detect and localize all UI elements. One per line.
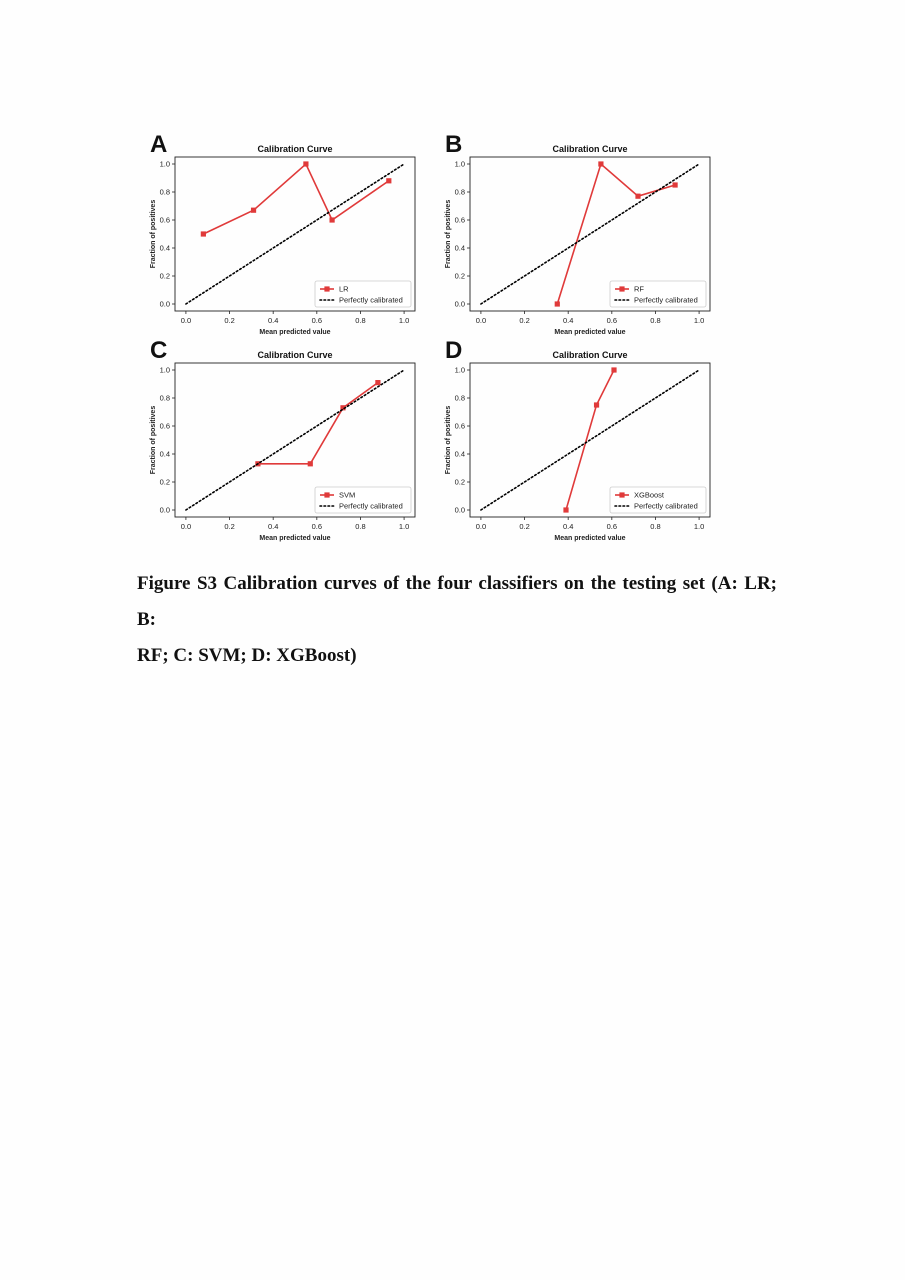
y-tick-label: 0.4 [159, 243, 170, 253]
y-tick-label: 0.4 [454, 449, 465, 459]
legend [610, 281, 706, 307]
data-point-marker [329, 217, 334, 222]
legend-marker [324, 492, 329, 497]
y-tick-label: 1.0 [159, 365, 170, 375]
legend-marker [619, 492, 624, 497]
legend-label: RF [634, 284, 644, 294]
data-point-marker [594, 402, 599, 407]
x-tick-label: 0.2 [224, 316, 235, 325]
y-tick-label: 0.0 [159, 299, 170, 309]
caption-line-2: RF; C: SVM; D: XGBoost) [137, 645, 357, 666]
y-axis-label: Fraction of positives [150, 199, 157, 269]
data-point-marker [386, 178, 391, 183]
y-tick-label: 0.6 [159, 421, 170, 431]
legend-label: Perfectly calibrated [339, 295, 403, 305]
legend [610, 487, 706, 513]
y-tick-label: 0.8 [159, 187, 170, 197]
y-tick-label: 0.4 [159, 449, 170, 459]
legend-marker [324, 286, 329, 291]
data-point-marker [303, 161, 308, 166]
legend-label: SVM [339, 490, 356, 500]
x-axis-label: Mean predicted value [554, 329, 626, 336]
x-axis-label: Mean predicted value [259, 535, 331, 542]
x-tick-label: 0.8 [355, 522, 366, 531]
x-axis-label: Mean predicted value [554, 535, 626, 542]
y-tick-label: 0.0 [159, 505, 170, 515]
x-tick-label: 0.6 [311, 316, 323, 325]
panel-a [150, 131, 415, 336]
y-tick-label: 0.6 [454, 421, 465, 431]
x-tick-label: 0.0 [180, 522, 192, 531]
x-tick-label: 0.4 [562, 522, 574, 531]
data-point-marker [563, 507, 568, 512]
y-axis-label: Fraction of positives [150, 405, 157, 475]
chart-title: Calibration Curve [552, 144, 628, 154]
legend [315, 281, 411, 307]
x-tick-label: 0.0 [475, 316, 487, 325]
x-tick-label: 1.0 [398, 316, 410, 325]
data-point-marker [598, 161, 603, 166]
x-tick-label: 0.6 [311, 522, 323, 531]
x-tick-label: 0.4 [267, 316, 279, 325]
x-tick-label: 1.0 [398, 522, 410, 531]
legend-label: Perfectly calibrated [634, 295, 698, 305]
y-tick-label: 0.8 [454, 393, 465, 403]
x-tick-label: 0.2 [519, 522, 530, 531]
x-tick-label: 0.2 [519, 316, 530, 325]
panel-letter: A [150, 131, 168, 158]
y-tick-label: 1.0 [454, 159, 465, 169]
x-tick-label: 0.4 [562, 316, 574, 325]
legend [315, 487, 411, 513]
legend-label: LR [339, 284, 349, 294]
data-point-marker [672, 182, 677, 187]
data-point-marker [308, 461, 313, 466]
y-tick-label: 0.6 [159, 215, 170, 225]
legend-label: XGBoost [634, 490, 665, 500]
y-tick-label: 0.2 [454, 477, 465, 487]
calibration-figure [140, 130, 720, 542]
y-axis-label: Fraction of positives [445, 199, 452, 269]
data-point-marker [375, 380, 380, 385]
y-tick-label: 0.2 [159, 271, 170, 281]
x-tick-label: 0.8 [650, 522, 661, 531]
series-line-lr [203, 164, 388, 234]
x-tick-label: 1.0 [693, 522, 705, 531]
series-line-svm [258, 383, 378, 464]
data-point-marker [555, 301, 560, 306]
legend-label: Perfectly calibrated [339, 501, 403, 511]
y-axis-label: Fraction of positives [445, 405, 452, 475]
chart-title: Calibration Curve [257, 350, 333, 360]
panel-letter: C [150, 337, 168, 364]
x-tick-label: 0.6 [606, 522, 618, 531]
x-axis-label: Mean predicted value [259, 329, 331, 336]
y-tick-label: 1.0 [159, 159, 170, 169]
x-tick-label: 0.0 [180, 316, 192, 325]
x-tick-label: 0.0 [475, 522, 487, 531]
x-tick-label: 0.4 [267, 522, 279, 531]
y-tick-label: 0.2 [454, 271, 465, 281]
y-tick-label: 0.4 [454, 243, 465, 253]
panel-c [150, 337, 415, 542]
y-tick-label: 0.2 [159, 477, 170, 487]
x-tick-label: 0.6 [606, 316, 618, 325]
figure-canvas [140, 130, 720, 542]
legend-marker [619, 286, 624, 291]
x-tick-label: 0.8 [355, 316, 366, 325]
chart-title: Calibration Curve [257, 144, 333, 154]
caption-line-1: Figure S3 Calibration curves of the four classifiers on the testing set (A: LR; B: [137, 573, 777, 630]
legend-label: Perfectly calibrated [634, 501, 698, 511]
y-tick-label: 1.0 [454, 365, 465, 375]
y-tick-label: 0.8 [159, 393, 170, 403]
x-tick-label: 0.2 [224, 522, 235, 531]
panel-b [445, 131, 710, 336]
y-tick-label: 0.0 [454, 505, 465, 515]
panel-letter: D [445, 337, 463, 364]
data-point-marker [611, 367, 616, 372]
y-tick-label: 0.6 [454, 215, 465, 225]
panel-d [445, 337, 710, 542]
chart-title: Calibration Curve [552, 350, 628, 360]
figure-caption [137, 566, 777, 674]
data-point-marker [635, 194, 640, 199]
data-point-marker [201, 231, 206, 236]
y-tick-label: 0.8 [454, 187, 465, 197]
y-tick-label: 0.0 [454, 299, 465, 309]
data-point-marker [251, 208, 256, 213]
x-tick-label: 1.0 [693, 316, 705, 325]
panel-letter: B [445, 131, 463, 158]
x-tick-label: 0.8 [650, 316, 661, 325]
